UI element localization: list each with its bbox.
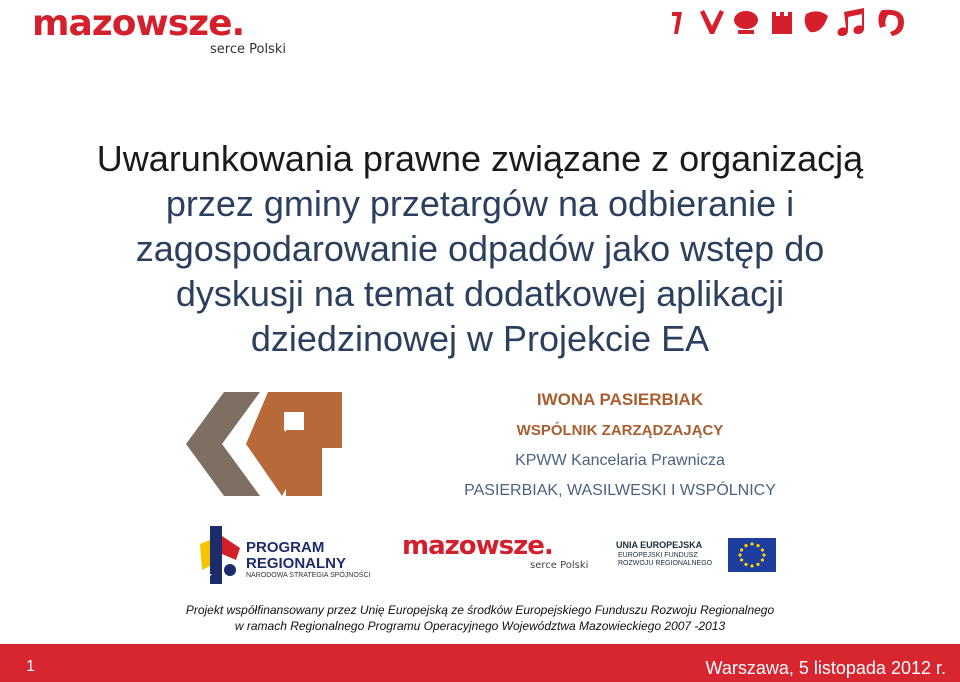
mazowsze-logo-subtitle: serce Polski	[210, 42, 286, 57]
eu-logo-line-2: EUROPEJSKI FUNDUSZ	[618, 552, 698, 559]
title-line-3: zagospodarowanie odpadów jako wstęp do	[135, 228, 825, 269]
project-funding-note	[20, 602, 940, 634]
author-block	[430, 390, 810, 502]
project-funding-line-1: Projekt współfinansowany przez Unię Europejską ze środków Europejskiego Funduszu Rozwoju Regionalnego	[185, 603, 775, 617]
kpww-logo	[186, 392, 342, 496]
footer-bar	[0, 644, 960, 682]
eu-logo-line-3: ROZWOJU REGIONALNEGO	[618, 560, 713, 567]
title-line-4: dyskusji na temat dodatkowej aplikacji	[175, 273, 785, 314]
program-regionalny-emblem-icon	[196, 526, 242, 584]
title-line-5: dziedzinowej w Projekcie EA	[250, 318, 710, 359]
regional-symbols-icon	[668, 6, 930, 38]
footer-date: Warszawa, 5 listopada 2012 r.	[705, 658, 946, 678]
title-line-2: przez gminy przetargów na odbieranie i	[165, 183, 795, 224]
eu-logo-line-1: UNIA EUROPEJSKA	[616, 540, 703, 550]
firm-name: KPWW Kancelaria Prawnicza	[515, 452, 725, 469]
eu-logo	[612, 538, 780, 574]
program-regionalny-line-2: REGIONALNY	[246, 555, 347, 572]
program-regionalny-logo	[196, 526, 386, 584]
mazowsze-small-word: mazowsze.	[402, 531, 553, 561]
author-role: WSPÓLNIK ZARZĄDZAJĄCY	[516, 422, 724, 439]
author-name: IWONA PASIERBIAK	[536, 390, 704, 409]
mazowsze-logo	[32, 4, 302, 56]
project-funding-line-2: w ramach Regionalnego Programu Operacyjnego Województwa Mazowieckiego 2007 -2013	[234, 619, 726, 633]
mazowsze-small-subtitle: serce Polski	[530, 560, 589, 571]
mazowsze-logo-word: mazowsze.	[32, 3, 245, 44]
presentation-title	[30, 136, 930, 361]
title-line-1: Uwarunkowania prawne związane z organizacją	[96, 138, 864, 179]
firm-partners: PASIERBIAK, WASILWESKI I WSPÓLNICY	[464, 482, 776, 499]
program-regionalny-line-3: NARODOWA STRATEGIA SPÓJNOŚCI	[246, 572, 371, 579]
mazowsze-logo-small	[402, 532, 592, 578]
eu-flag-icon	[728, 538, 776, 572]
program-regionalny-line-1: PROGRAM	[246, 539, 325, 556]
slide-number: 1	[26, 658, 35, 675]
